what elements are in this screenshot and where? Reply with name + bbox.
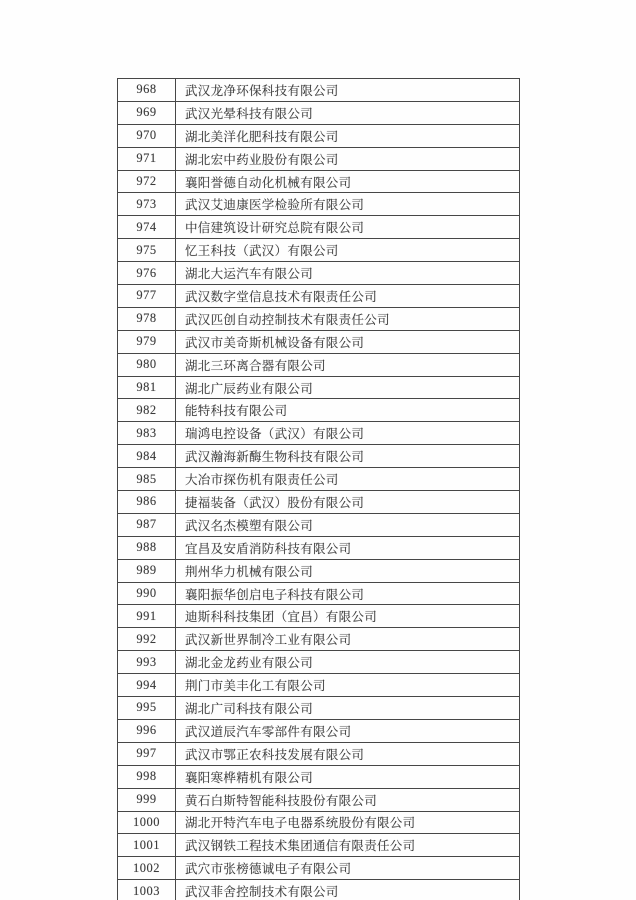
company-name: 武汉道辰汽车零部件有限公司 — [176, 719, 520, 742]
row-number: 994 — [118, 674, 176, 697]
company-name: 武汉瀚海新酶生物科技有限公司 — [176, 445, 520, 468]
row-number: 970 — [118, 124, 176, 147]
row-number: 982 — [118, 399, 176, 422]
company-name: 湖北美洋化肥科技有限公司 — [176, 124, 520, 147]
table-row — [118, 445, 520, 468]
company-name: 湖北广司科技有限公司 — [176, 697, 520, 720]
table-row — [118, 262, 520, 285]
row-number: 969 — [118, 101, 176, 124]
row-number: 993 — [118, 651, 176, 674]
company-name: 宜昌及安盾消防科技有限公司 — [176, 536, 520, 559]
row-number: 995 — [118, 697, 176, 720]
table-row — [118, 193, 520, 216]
company-name: 大冶市探伤机有限责任公司 — [176, 468, 520, 491]
company-name: 湖北广辰药业有限公司 — [176, 376, 520, 399]
row-number: 996 — [118, 719, 176, 742]
company-name: 中信建筑设计研究总院有限公司 — [176, 216, 520, 239]
table-row — [118, 536, 520, 559]
row-number: 984 — [118, 445, 176, 468]
table-row — [118, 834, 520, 857]
company-name: 湖北宏中药业股份有限公司 — [176, 147, 520, 170]
table-row — [118, 857, 520, 880]
table-row — [118, 765, 520, 788]
table-row — [118, 376, 520, 399]
table-row — [118, 811, 520, 834]
row-number: 974 — [118, 216, 176, 239]
row-number: 976 — [118, 262, 176, 285]
table-row — [118, 101, 520, 124]
company-name: 襄阳誉德自动化机械有限公司 — [176, 170, 520, 193]
row-number: 985 — [118, 468, 176, 491]
row-number: 1000 — [118, 811, 176, 834]
table-row — [118, 491, 520, 514]
row-number: 977 — [118, 285, 176, 308]
row-number: 1003 — [118, 880, 176, 900]
company-name: 武穴市张榜德诚电子有限公司 — [176, 857, 520, 880]
table-row — [118, 216, 520, 239]
row-number: 968 — [118, 79, 176, 102]
company-name: 瑞鸿电控设备（武汉）有限公司 — [176, 422, 520, 445]
table-row — [118, 788, 520, 811]
company-name: 武汉艾迪康医学检验所有限公司 — [176, 193, 520, 216]
row-number: 992 — [118, 628, 176, 651]
company-name: 武汉新世界制冷工业有限公司 — [176, 628, 520, 651]
row-number: 1001 — [118, 834, 176, 857]
table-row — [118, 239, 520, 262]
company-name: 武汉钢铁工程技术集团通信有限责任公司 — [176, 834, 520, 857]
company-name: 湖北金龙药业有限公司 — [176, 651, 520, 674]
company-name: 黄石白斯特智能科技股份有限公司 — [176, 788, 520, 811]
row-number: 980 — [118, 353, 176, 376]
row-number: 991 — [118, 605, 176, 628]
company-name: 捷福装备（武汉）股份有限公司 — [176, 491, 520, 514]
table-row — [118, 742, 520, 765]
company-name: 忆王科技（武汉）有限公司 — [176, 239, 520, 262]
company-name: 迪斯科科技集团（宜昌）有限公司 — [176, 605, 520, 628]
row-number: 971 — [118, 147, 176, 170]
table-row — [118, 170, 520, 193]
table-row — [118, 559, 520, 582]
row-number: 978 — [118, 307, 176, 330]
table-row — [118, 628, 520, 651]
row-number: 997 — [118, 742, 176, 765]
companies-table-body — [118, 79, 520, 900]
company-name: 武汉名杰模塑有限公司 — [176, 513, 520, 536]
row-number: 979 — [118, 330, 176, 353]
table-row — [118, 147, 520, 170]
company-name: 武汉市美奇斯机械设备有限公司 — [176, 330, 520, 353]
row-number: 987 — [118, 513, 176, 536]
row-number: 998 — [118, 765, 176, 788]
table-row — [118, 285, 520, 308]
company-name: 武汉龙净环保科技有限公司 — [176, 79, 520, 102]
table-row — [118, 353, 520, 376]
row-number: 972 — [118, 170, 176, 193]
company-name: 襄阳振华创启电子科技有限公司 — [176, 582, 520, 605]
company-name: 湖北三环离合器有限公司 — [176, 353, 520, 376]
row-number: 973 — [118, 193, 176, 216]
company-name: 襄阳寒桦精机有限公司 — [176, 765, 520, 788]
table-row — [118, 513, 520, 536]
company-name: 湖北大运汽车有限公司 — [176, 262, 520, 285]
table-row — [118, 468, 520, 491]
table-row — [118, 674, 520, 697]
table-row — [118, 307, 520, 330]
table-row — [118, 399, 520, 422]
table-row — [118, 79, 520, 102]
table-row — [118, 651, 520, 674]
row-number: 990 — [118, 582, 176, 605]
row-number: 981 — [118, 376, 176, 399]
company-name: 荆州华力机械有限公司 — [176, 559, 520, 582]
row-number: 983 — [118, 422, 176, 445]
row-number: 989 — [118, 559, 176, 582]
row-number: 986 — [118, 491, 176, 514]
company-name: 武汉市鄂正农科技发展有限公司 — [176, 742, 520, 765]
table-row — [118, 124, 520, 147]
company-name: 武汉菲舍控制技术有限公司 — [176, 880, 520, 900]
company-name: 荆门市美丰化工有限公司 — [176, 674, 520, 697]
table-row — [118, 880, 520, 900]
company-name: 武汉数字堂信息技术有限责任公司 — [176, 285, 520, 308]
company-name: 能特科技有限公司 — [176, 399, 520, 422]
table-row — [118, 605, 520, 628]
table-row — [118, 422, 520, 445]
company-name: 武汉光晕科技有限公司 — [176, 101, 520, 124]
table-row — [118, 697, 520, 720]
row-number: 1002 — [118, 857, 176, 880]
row-number: 999 — [118, 788, 176, 811]
table-row — [118, 719, 520, 742]
company-name: 湖北开特汽车电子电器系统股份有限公司 — [176, 811, 520, 834]
row-number: 988 — [118, 536, 176, 559]
companies-table — [117, 78, 520, 900]
table-row — [118, 582, 520, 605]
row-number: 975 — [118, 239, 176, 262]
company-name: 武汉匹创自动控制技术有限责任公司 — [176, 307, 520, 330]
table-row — [118, 330, 520, 353]
